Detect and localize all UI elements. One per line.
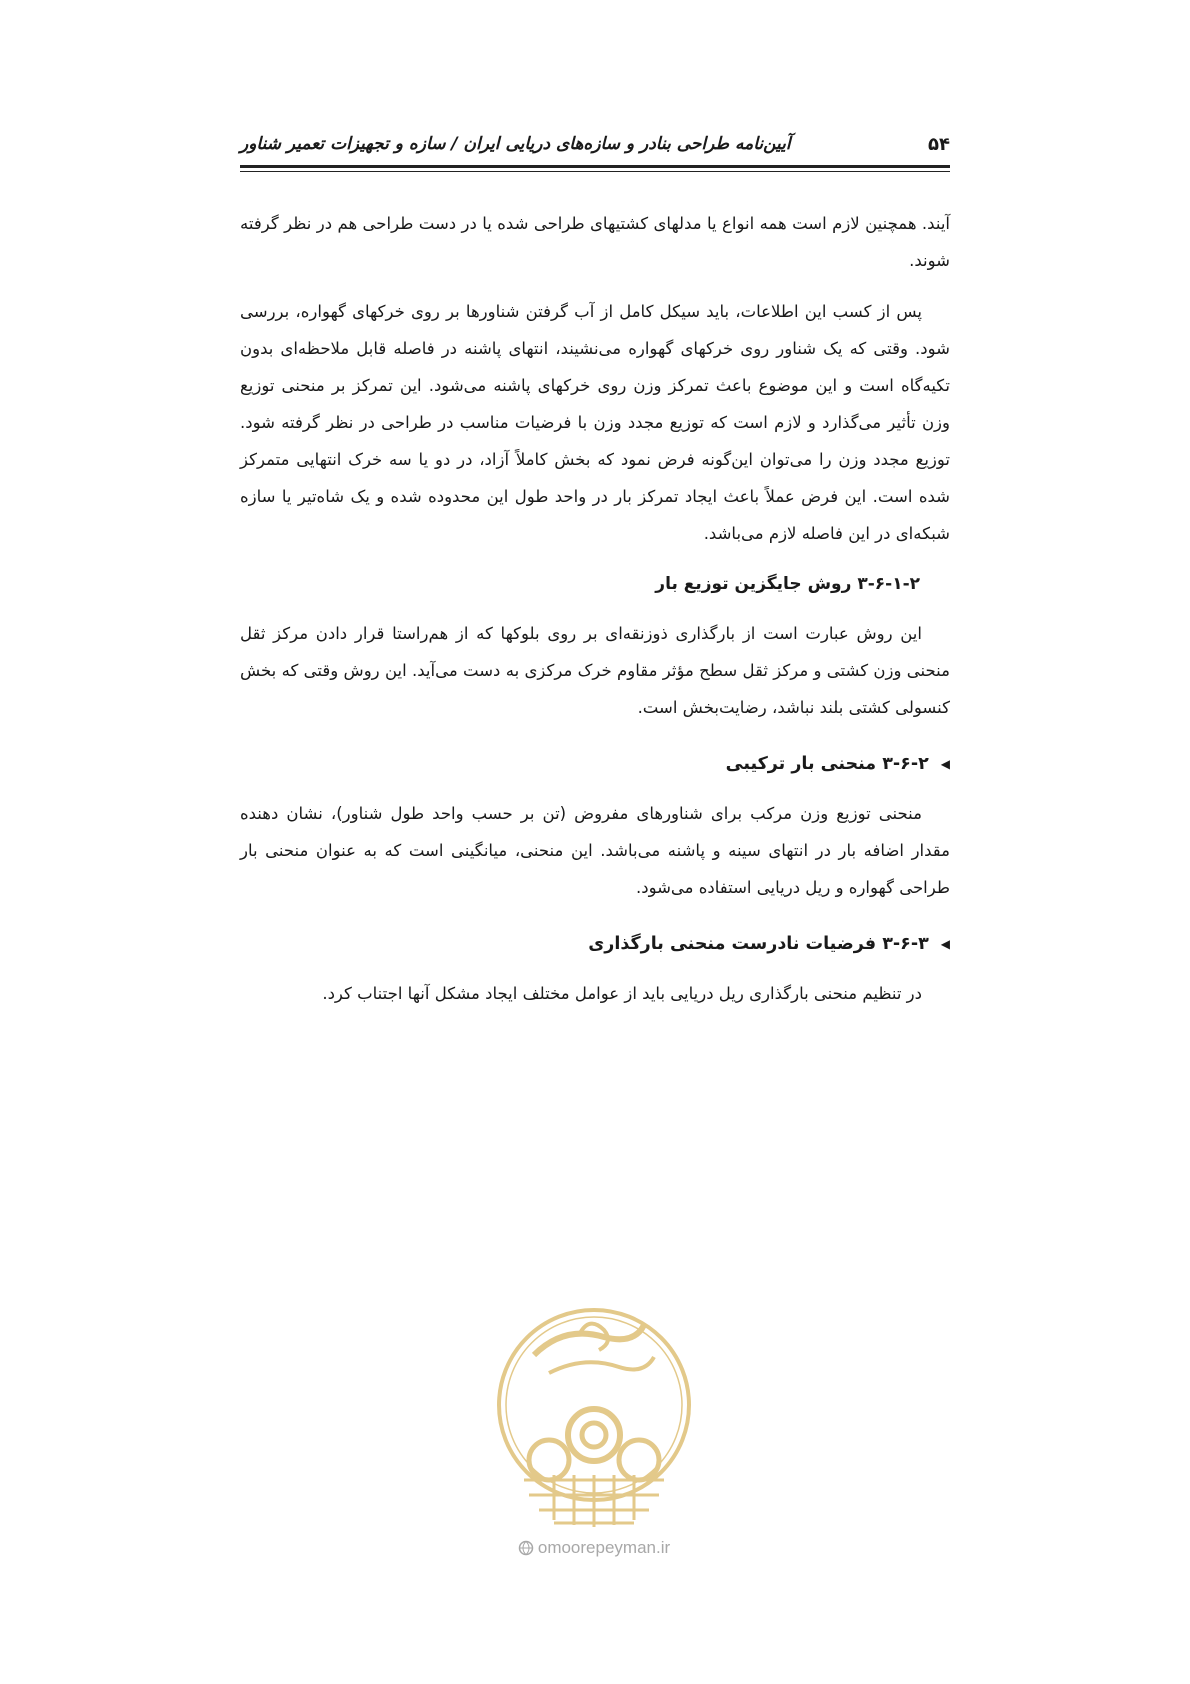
page-header — [240, 124, 950, 164]
omoorepeyman-logo-icon — [494, 1295, 694, 1530]
globe-icon — [518, 1540, 534, 1556]
paragraph: در تنظیم منحنی بارگذاری ریل دریایی باید از عوامل مختلف ایجاد مشکل آنها اجتناب کرد. — [322, 984, 922, 1003]
page-number: ۵۴ — [928, 133, 950, 155]
triangle-bullet-icon: ◀ — [940, 757, 950, 771]
watermark-logo — [487, 1295, 701, 1575]
section-heading — [240, 746, 950, 783]
section-heading — [240, 926, 950, 963]
paragraph: منحنی توزیع وزن مرکب برای شناورهای مفروض (تن بر حسب واحد طول شناور)، نشان دهنده مقدار اضافه بار در انتهای سینه و پاشنه می‌باشد. این منحنی، میانگینی است که به عنوان منحنی بار طراحی گهواره و ریل دریایی استفاده می‌شود. — [240, 804, 950, 897]
triangle-bullet-icon: ◀ — [940, 937, 950, 951]
logo-url-text: omoorepeyman.ir — [537, 1538, 671, 1557]
subsection-heading: ۳-۶-۱-۲ روش جایگزین توزیع بار — [655, 574, 920, 594]
paragraph: پس از کسب این اطلاعات، باید سیکل کامل از آب گرفتن شناورها بر روی خرکهای گهواره، بررسی شود. وقتی که یک شناور روی خرکهای گهواره می‌نشیند، انتهای پاشنه در فاصله قابل ملاحظه‌ای بدون تکیه‌گاه است و این موضوع باعث تمرکز وزن روی خرکهای پاشنه می‌شود. این تمرکز بر منحنی توزیع وزن تأثیر می‌گذارد و لازم است که توزیع مجدد وزن با فرضیات مناسب در طراحی در نظر گرفته شود. توزیع مجدد وزن را می‌توان این‌گونه فرض نمود که بخش کاملاً آزاد، در دو یا سه خرک انتهایی متمرکز شده است. این فرض عملاً باعث ایجاد تمرکز بار در واحد طول این محدوده شده و یک شاه‌تیر یا سازه شبکه‌ای در این فاصله لازم می‌باشد. — [240, 302, 950, 543]
header-rule-thin — [240, 171, 950, 172]
section-heading-text: ۳-۶-۳ فرضیات نادرست منحنی بارگذاری — [588, 934, 929, 954]
paragraph: این روش عبارت است از بارگذاری ذوزنقه‌ای بر روی بلوکها که از هم‌راستا قرار دادن مرکز ثقل منحنی وزن کشتی و مرکز ثقل سطح مؤثر مقاوم خرک مرکزی به دست می‌آید. این روش وقتی که بخش کنسولی کشتی بلند نباشد، رضایت‌بخش است. — [240, 624, 950, 717]
page-body — [240, 205, 950, 1012]
paragraph: آیند. همچنین لازم است همه انواع یا مدلهای کشتیهای طراحی شده یا در دست طراحی هم در نظر گرفته شوند. — [240, 214, 950, 270]
logo-url — [518, 1538, 670, 1558]
header-rule-thick — [240, 165, 950, 168]
running-title: آیین‌نامه طراحی بنادر و سازه‌های دریایی ایران / سازه و تجهیزات تعمیر شناور — [240, 134, 791, 154]
section-heading-text: ۳-۶-۲ منحنی بار ترکیبی — [725, 754, 929, 774]
